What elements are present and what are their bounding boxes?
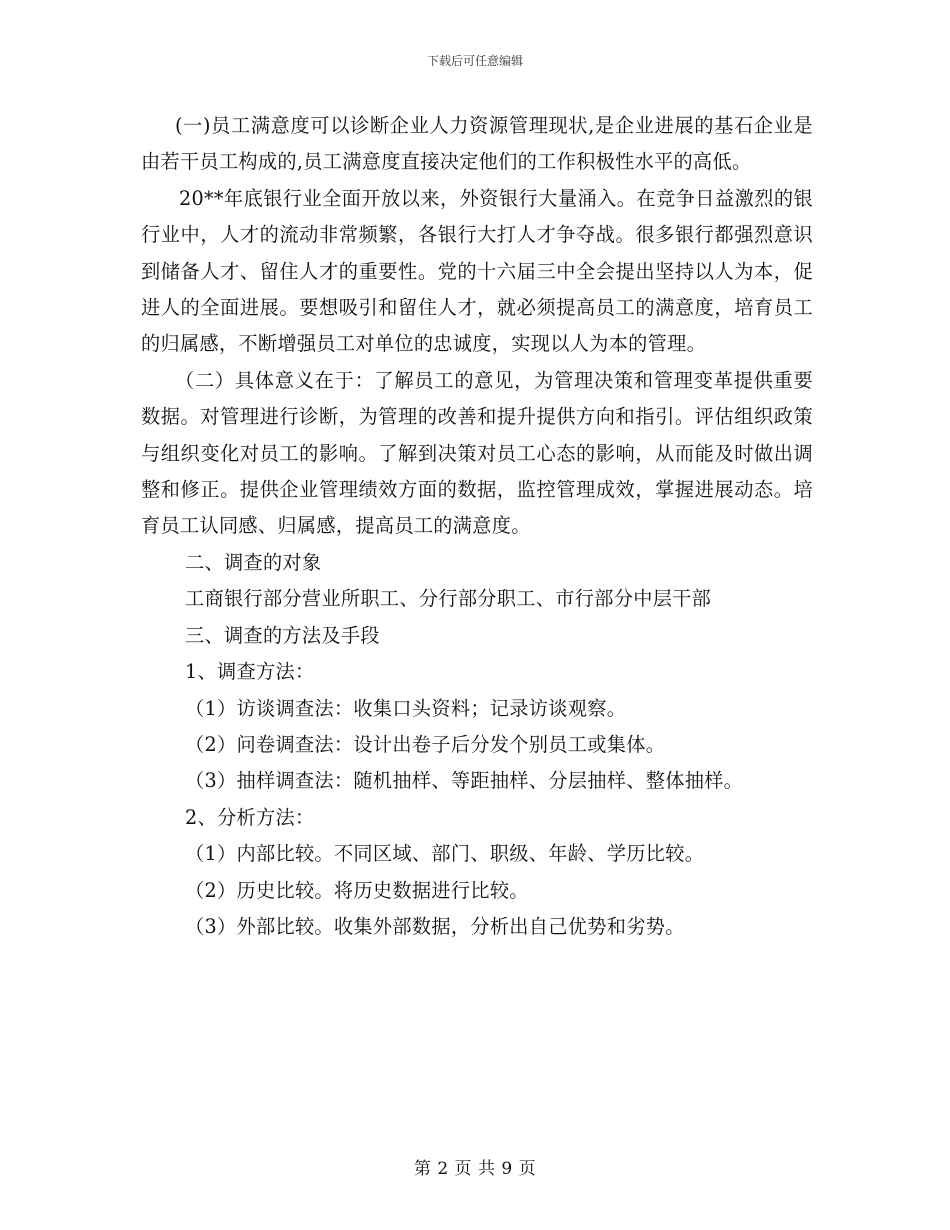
list-item-historical-comparison: （2）历史比较。将历史数据进行比较。: [185, 878, 529, 902]
page-number: 第 2 页 共 9 页: [413, 1159, 537, 1179]
section-title-methods: 三、调查的方法及手段: [185, 623, 380, 647]
list-item-external-comparison: （3）外部比较。收集外部数据，分析出自己优势和劣势。: [185, 914, 685, 938]
page-header-note: 下载后可任意编辑: [426, 54, 523, 68]
subsection-title-survey-methods: 1、调查方法：: [185, 660, 315, 684]
section-title-subjects: 二、调查的对象: [185, 550, 322, 574]
paragraph-significance-2: （二）具体意义在于：了解员工的意见，为管理决策和管理变革提供重要数据。对管理进行诊断，为管理的改善和提升提供方向和指引。评估组织政策与组织变化对员工的影响。了解到决策对员工心态的影响，从而能及时做出调整和修正。提供企业管理绩效方面的数据，监控管理成效，掌握进展动态。培育员工认同感、归属感，提高员工的满意度。: [141, 368, 813, 538]
section-text-subjects: 工商银行部分营业所职工、分行部分职工、市行部分中层干部: [185, 587, 712, 611]
list-item-sampling-method: （3）抽样调查法：随机抽样、等距抽样、分层抽样、整体抽样。: [185, 769, 744, 793]
document-body: [141, 108, 813, 945]
list-item-questionnaire-method: （2）问卷调查法：设计出卷子后分发个别员工或集体。: [185, 732, 666, 756]
list-item-interview-method: （1）访谈调查法：收集口头资料；记录访谈观察。: [185, 696, 627, 720]
subsection-title-analysis-methods: 2、分析方法：: [185, 805, 315, 829]
paragraph-significance-1: (一)员工满意度可以诊断企业人力资源管理现状,是企业进展的基石企业是由若干员工构成的,员工满意度直接决定他们的工作积极性水平的高低。: [141, 114, 813, 174]
list-item-internal-comparison: （1）内部比较。不同区域、部门、职级、年龄、学历比较。: [185, 842, 705, 866]
paragraph-banking-background: 20**年底银行业全面开放以来，外资银行大量涌入。在竞争日益激烈的银行业中，人才的流动非常频繁，各银行大打人才争夺战。很多银行都强烈意识到储备人才、留住人才的重要性。党的十六届三中全会提出坚持以人为本，促进人的全面进展。要想吸引和留住人才，就必须提高员工的满意度，培育员工的归属感，不断增强员工对单位的忠诚度，实现以人为本的管理。: [141, 186, 813, 356]
